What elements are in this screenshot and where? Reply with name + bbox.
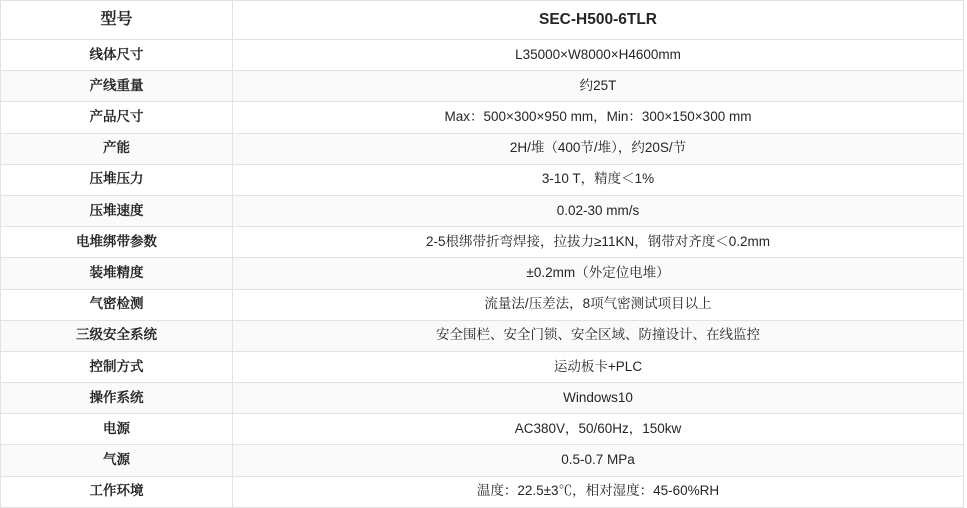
table-cell-label: 装堆精度 — [1, 258, 233, 289]
table-row — [1, 476, 964, 507]
table-cell-value: 0.5-0.7 MPa — [233, 445, 964, 476]
table-cell-label: 压堆速度 — [1, 195, 233, 226]
table-cell-value: 0.02-30 mm/s — [233, 195, 964, 226]
table-cell-value: L35000×W8000×H4600mm — [233, 40, 964, 71]
table-cell-label: 压堆压力 — [1, 164, 233, 195]
table-row — [1, 227, 964, 258]
table-row — [1, 383, 964, 414]
table-cell-label: 气密检测 — [1, 289, 233, 320]
table-cell-label: 工作环境 — [1, 476, 233, 507]
table-cell-value: Max：500×300×950 mm，Min：300×150×300 mm — [233, 102, 964, 133]
table-cell-value: ±0.2mm（外定位电堆） — [233, 258, 964, 289]
table-cell-value: 3-10 T，精度＜1% — [233, 164, 964, 195]
table-row — [1, 40, 964, 71]
table-cell-label: 三级安全系统 — [1, 320, 233, 351]
table-cell-label: 操作系统 — [1, 383, 233, 414]
table-cell-label: 产品尺寸 — [1, 102, 233, 133]
table-cell-label: 电堆绑带参数 — [1, 227, 233, 258]
table-cell-value: 流量法/压差法，8项气密测试项目以上 — [233, 289, 964, 320]
table-cell-label: 电源 — [1, 414, 233, 445]
table-cell-label: 产能 — [1, 133, 233, 164]
table-row — [1, 414, 964, 445]
table-cell-label: 产线重量 — [1, 71, 233, 102]
table-row — [1, 71, 964, 102]
table-row — [1, 351, 964, 382]
table-row — [1, 445, 964, 476]
table-row — [1, 258, 964, 289]
table-row — [1, 102, 964, 133]
table-cell-label: 型号 — [1, 1, 233, 40]
table-cell-value: 安全围栏、安全门锁、安全区域、防撞设计、在线监控 — [233, 320, 964, 351]
table-cell-value: 温度：22.5±3℃，相对湿度：45-60%RH — [233, 476, 964, 507]
table-cell-value: 运动板卡+PLC — [233, 351, 964, 382]
table-cell-label: 线体尺寸 — [1, 40, 233, 71]
table-cell-value: SEC-H500-6TLR — [233, 1, 964, 40]
table-cell-value: 2-5根绑带折弯焊接，拉拔力≥11KN，钢带对齐度＜0.2mm — [233, 227, 964, 258]
table-row — [1, 133, 964, 164]
table-row — [1, 164, 964, 195]
table-row — [1, 1, 964, 40]
table-cell-value: 约25T — [233, 71, 964, 102]
table-row — [1, 195, 964, 226]
table-cell-value: Windows10 — [233, 383, 964, 414]
table-row — [1, 289, 964, 320]
specification-table-body — [1, 1, 964, 508]
table-cell-value: AC380V，50/60Hz，150kw — [233, 414, 964, 445]
table-row — [1, 320, 964, 351]
table-cell-label: 控制方式 — [1, 351, 233, 382]
table-cell-label: 气源 — [1, 445, 233, 476]
table-cell-value: 2H/堆（400节/堆），约20S/节 — [233, 133, 964, 164]
